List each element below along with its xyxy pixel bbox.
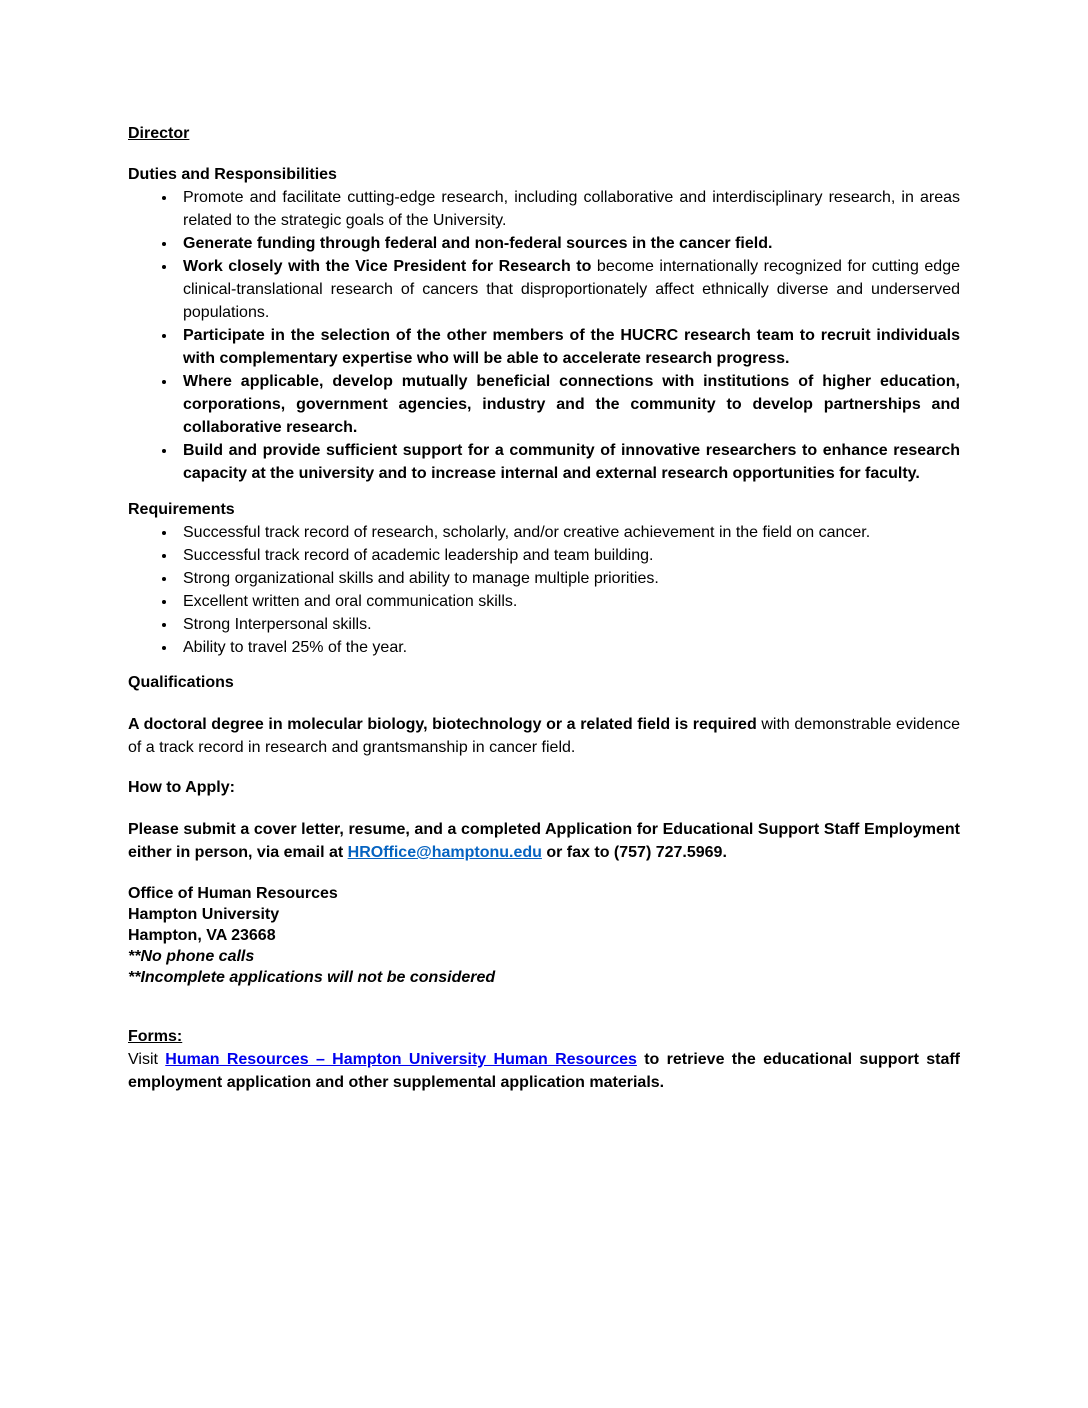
requirements-heading: Requirements — [128, 501, 235, 518]
qualifications-heading: Qualifications — [128, 674, 234, 691]
duty-regular-text: become internationally recognized for cutting edge clinical-translational research of cancers that disproportionately affect ethnically diverse and underserved populations. — [183, 258, 960, 321]
duty-bold-text: Build and provide sufficient support for a community of innovative researchers to enhance research capacity at the university and to increase internal and external research opportunities for faculty. — [183, 442, 960, 482]
duties-list — [128, 186, 960, 485]
note-incomplete-applications: **Incomplete applications will not be considered — [128, 969, 496, 986]
duty-item — [177, 370, 960, 439]
qualifications-paragraph — [128, 713, 960, 759]
duty-bold-text: Generate funding through federal and non-federal sources in the cancer field. — [183, 235, 773, 252]
hr-email-link[interactable]: HROffice@hamptonu.edu — [347, 844, 542, 861]
forms-text-after-link: to retrieve the educational support staff employment application and other supplemental application materials. — [128, 1051, 961, 1091]
requirement-item: • Ability to travel 25% of the year. — [177, 636, 960, 659]
forms-text-before-link: Visit — [128, 1051, 166, 1068]
apply-text-before-link: Please submit a cover letter, resume, and a completed Application for Educational Support Staff Employment either in person, via email at — [128, 821, 960, 861]
note-no-phone-calls: **No phone calls — [128, 948, 255, 965]
forms-heading: Forms: — [128, 1028, 183, 1045]
qualifications-regular-text: with demonstrable evidence of a track record in research and grantsmanship in cancer field. — [128, 716, 961, 756]
job-title: Director — [128, 125, 190, 142]
qualifications-bold-text: A doctoral degree in molecular biology, biotechnology or a related field is required — [128, 716, 757, 733]
address-line-office: Office of Human Resources — [128, 885, 338, 902]
requirement-item: • Successful track record of academic leadership and team building. — [177, 544, 960, 567]
duty-item — [177, 439, 960, 485]
duties-heading: Duties and Responsibilities — [128, 166, 337, 183]
requirement-item: • Successful track record of research, scholarly, and/or creative achievement in the field on cancer. — [177, 521, 960, 544]
duty-bold-text: Work closely with the Vice President for Research to — [183, 258, 592, 275]
requirement-item: • Strong Interpersonal skills. — [177, 613, 960, 636]
requirements-list — [128, 521, 960, 659]
duty-bold-text: Participate in the selection of the other members of the HUCRC research team to recruit individuals with complementary expertise who will be able to accelerate research progress. — [183, 327, 960, 367]
forms-paragraph — [128, 1048, 960, 1094]
address-block — [128, 883, 960, 988]
duty-item — [177, 324, 960, 370]
duty-regular-text: Promote and facilitate cutting-edge research, including collaborative and interdisciplinary research, in areas related to the strategic goals of the University. — [183, 189, 960, 229]
apply-text-after-link: or fax to (757) 727.5969. — [541, 844, 727, 861]
address-line-university: Hampton University — [128, 906, 280, 923]
hr-website-link[interactable]: Human Resources – Hampton University Human Resources — [165, 1051, 637, 1068]
how-to-apply-heading: How to Apply: — [128, 779, 235, 796]
duty-item — [177, 186, 960, 232]
requirement-item: • Strong organizational skills and ability to manage multiple priorities. — [177, 567, 960, 590]
duty-item — [177, 255, 960, 324]
duty-item — [177, 232, 960, 255]
requirement-item: • Excellent written and oral communication skills. — [177, 590, 960, 613]
apply-paragraph — [128, 818, 960, 864]
address-line-city: Hampton, VA 23668 — [128, 927, 276, 944]
duty-bold-text: Where applicable, develop mutually beneficial connections with institutions of higher education, corporations, government agencies, industry and the community to develop partnerships and collaborative research. — [183, 373, 960, 436]
